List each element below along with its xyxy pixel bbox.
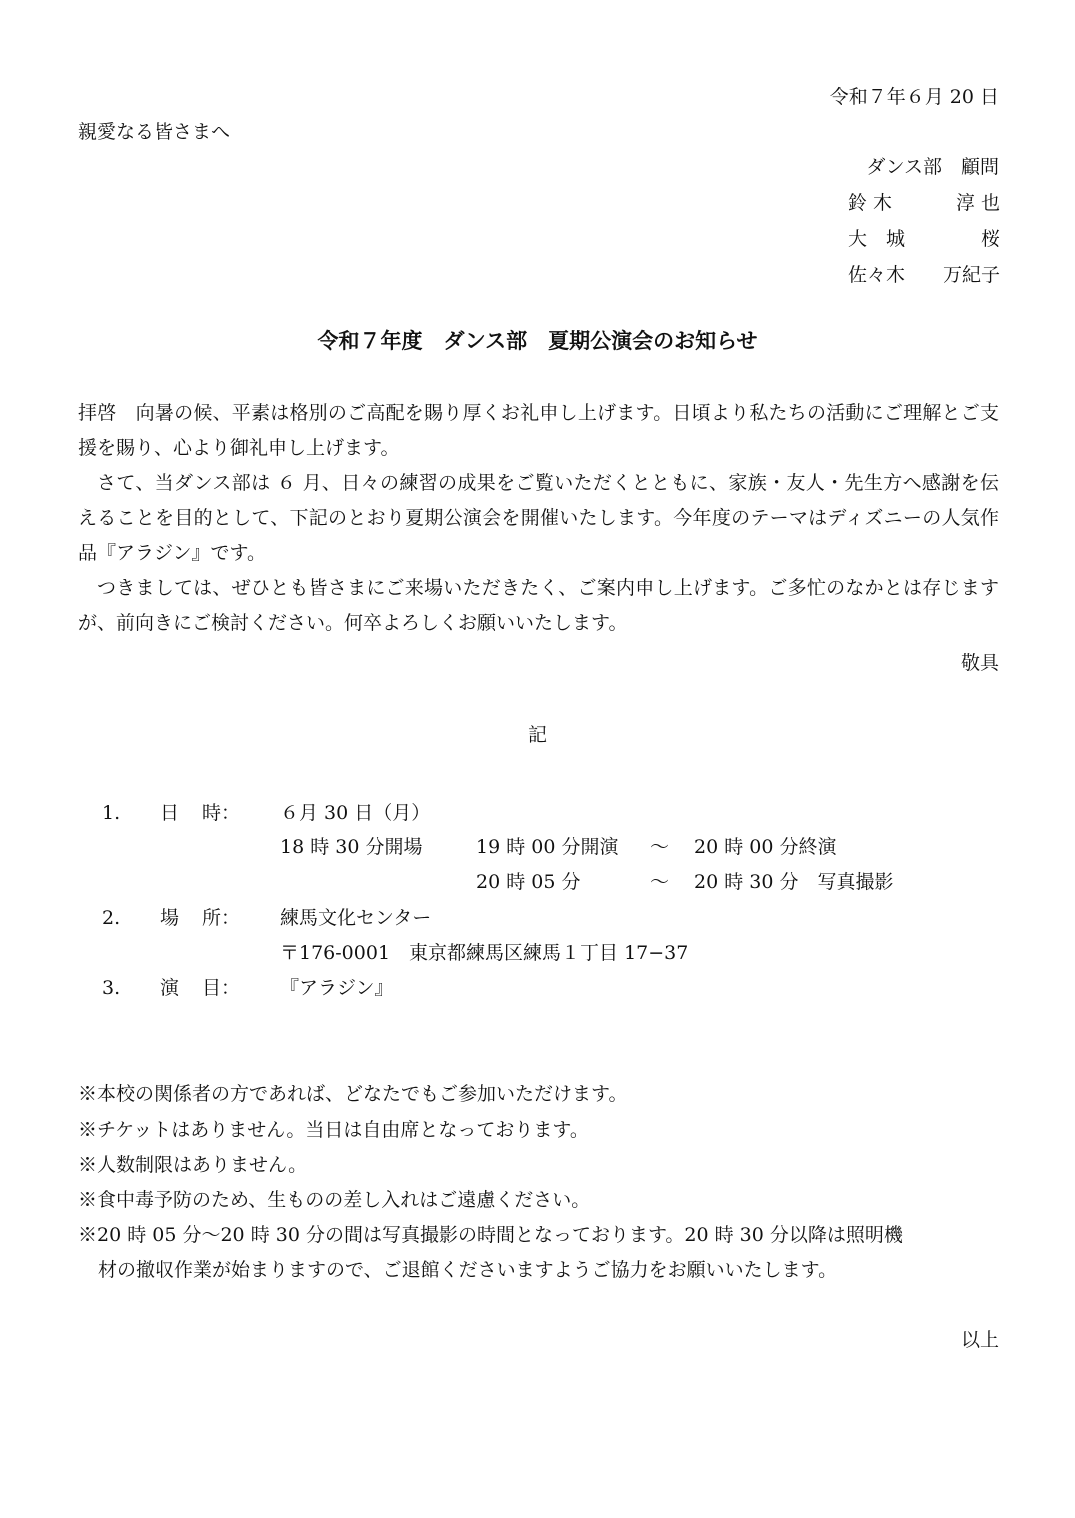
photo-end: 20 時 30 分 写真撮影	[694, 871, 894, 893]
note-item-continuation: 材の撤収作業が始まりますので、ご退館くださいますようご協力をお願いいたします。	[98, 1259, 838, 1281]
advisor-given-name: 淳 也	[955, 192, 1000, 214]
advisor-name	[848, 262, 1000, 288]
advisor-family-name: 大 城	[848, 228, 906, 250]
venue-address: 〒176-0001 東京都練馬区練馬１丁目 17−37	[280, 942, 689, 964]
venue-name: 練馬文化センター	[280, 907, 432, 929]
detail-number: 2.	[102, 907, 121, 929]
event-date: ６月 30 日（月）	[280, 802, 431, 824]
show-start: 19 時 00 分開演	[476, 836, 619, 858]
recipient: 親愛なる皆さまへ	[78, 121, 231, 143]
ki-heading: 記	[527, 724, 547, 746]
advisor-given-name: 万紀子	[942, 264, 1000, 286]
detail-label: 場 所：	[160, 907, 240, 929]
advisor-given-name: 桜	[980, 228, 1000, 250]
letter-body	[78, 396, 999, 641]
body-paragraph-greeting: 拝啓 向暑の候、平素は格別のご高配を賜り厚くお礼申し上げます。日頃より私たちの活動にご理解とご支援を賜り、心より御礼申し上げます。	[78, 402, 999, 459]
body-paragraph-announcement: さて、当ダンス部は ６ 月、日々の練習の成果をご覧いただくとともに、家族・友人・先生方へ感謝を伝えることを目的として、下記のとおり夏期公演会を開催いたします。今年度のテーマはディズニーの人気作品『アラジン』です。	[78, 472, 999, 564]
note-item: ※本校の関係者の方であれば、どなたでもご参加いただけます。	[78, 1083, 628, 1105]
doors-open: 18 時 30 分開場	[280, 836, 423, 858]
tilde: ～	[650, 871, 670, 893]
closing-keigu: 敬具	[960, 652, 999, 674]
advisor-name	[848, 190, 1000, 216]
detail-number: 1.	[102, 802, 121, 824]
note-item: ※20 時 05 分～20 時 30 分の間は写真撮影の時間となっております。20 時 30 分以降は照明機	[78, 1224, 903, 1246]
document-date: 令和７年６月 20 日	[829, 86, 999, 108]
show-end: 20 時 00 分終演	[694, 836, 837, 858]
program-title: 『アラジン』	[280, 977, 394, 999]
detail-label: 演 目：	[160, 977, 240, 999]
body-paragraph-invitation: つきましては、ぜひとも皆さまにご来場いただきたく、ご案内申し上げます。ご多忙のなかとは存じますが、前向きにご検討ください。何卒よろしくお願いいたします。	[78, 577, 999, 634]
note-item: ※チケットはありません。当日は自由席となっております。	[78, 1119, 589, 1141]
note-item: ※食中毒予防のため、生ものの差し入れはご遠慮ください。	[78, 1189, 591, 1211]
photo-start: 20 時 05 分	[476, 871, 581, 893]
detail-label: 日 時：	[160, 802, 240, 824]
advisor-name	[848, 226, 1000, 252]
sender-department: ダンス部 顧問	[866, 156, 999, 178]
document-title: 令和７年度 ダンス部 夏期公演会のお知らせ	[317, 328, 758, 353]
advisor-family-name: 佐々木	[848, 264, 906, 286]
tilde: ～	[650, 836, 670, 858]
end-mark: 以上	[960, 1329, 999, 1351]
detail-number: 3.	[102, 977, 121, 999]
note-item: ※人数制限はありません。	[78, 1154, 308, 1176]
advisor-family-name: 鈴 木	[848, 192, 893, 214]
